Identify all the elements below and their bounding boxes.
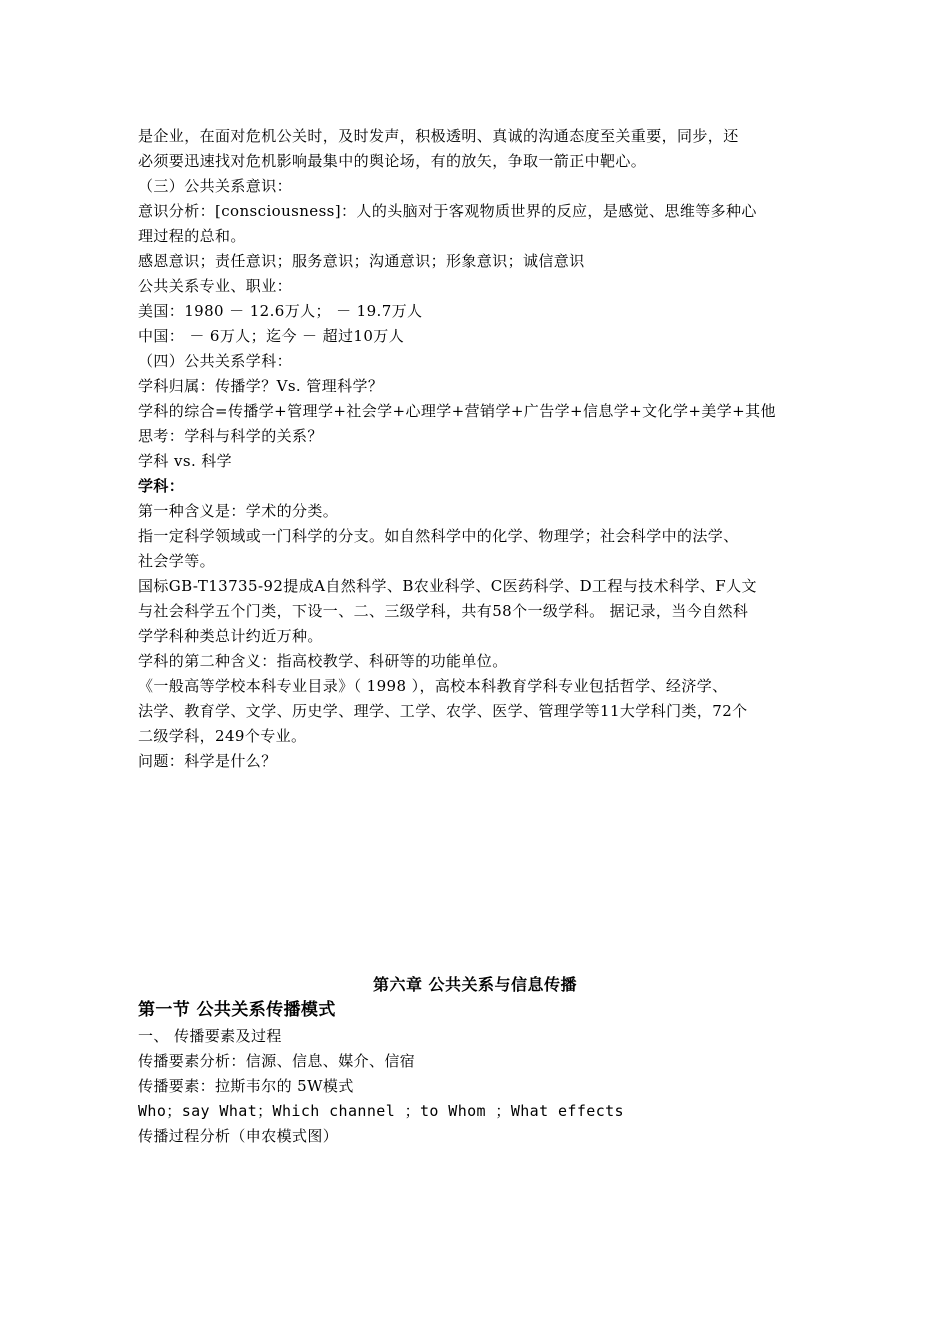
section-title: 第一节 公共关系传播模式	[138, 1000, 336, 1020]
paragraph-line: 第一种含义是：学术的分类。	[138, 502, 339, 520]
paragraph-line: 《一般高等学校本科专业目录》（ 1998 ），高校本科教育学科专业包括哲学、经济学、	[138, 677, 728, 695]
paragraph-line: 美国：1980 － 12.6万人； － 19.7万人	[138, 302, 423, 320]
paragraph-line: 公共关系专业、职业：	[138, 277, 293, 295]
paragraph-line: 学科归属：传播学？Vs. 管理科学？	[138, 377, 384, 395]
paragraph-line: 意识分析：[consciousness]：人的头脑对于客观物质世界的反应，是感觉、思维等多种心	[138, 202, 757, 220]
paragraph-line: 必须要迅速找对危机影响最集中的舆论场，有的放矢，争取一箭正中靶心。	[138, 152, 647, 170]
paragraph-line: 二级学科，249个专业。	[138, 727, 307, 745]
paragraph-line: 与社会科学五个门类，下设一、二、三级学科，共有58个一级学科。 据记录，当今自然科	[138, 602, 749, 620]
paragraph-line: 中国： － 6万人；迄今 － 超过10万人	[138, 327, 405, 345]
heading-consciousness: （三）公共关系意识：	[138, 177, 293, 195]
paragraph-line: 传播过程分析（申农模式图）	[138, 1127, 339, 1145]
paragraph-line: 问题：科学是什么？	[138, 752, 277, 770]
section-block	[138, 997, 838, 1149]
paragraph-line: 理过程的总和。	[138, 227, 246, 245]
heading-discipline: （四）公共关系学科：	[138, 352, 293, 370]
paragraph-line: 是企业，在面对危机公关时，及时发声，积极透明、真诚的沟通态度至关重要，同步，还	[138, 127, 739, 145]
paragraph-line: 传播要素：拉斯韦尔的 5W模式	[138, 1077, 354, 1095]
paragraph-line: 传播要素分析：信源、信息、媒介、信宿	[138, 1052, 416, 1070]
chapter-title: 第六章 公共关系与信息传播	[372, 975, 578, 994]
paragraph-line: 国标GB-T13735-92提成A自然科学、B农业科学、C医药科学、D工程与技术科学、F人文	[138, 577, 757, 595]
paragraph-line: 学科的第二种含义：指高校教学、科研等的功能单位。	[138, 652, 508, 670]
bold-term: 学科：	[138, 477, 185, 495]
paragraph-line: 学科的综合=传播学+管理学+社会学+心理学+营销学+广告学+信息学+文化学+美学+其他	[138, 402, 776, 420]
paragraph-line: 社会学等。	[138, 552, 216, 570]
paragraph-line: 学学科种类总计约近万种。	[138, 627, 323, 645]
paragraph-line: 学科 vs. 科学	[138, 452, 233, 470]
paragraph-line: 思考：学科与科学的关系？	[138, 427, 323, 445]
paragraph-line: 感恩意识；责任意识；服务意识；沟通意识；形象意识；诚信意识	[138, 252, 585, 270]
paragraph-line: 指一定科学领域或一门科学的分支。如自然科学中的化学、物理学；社会科学中的法学、	[138, 527, 739, 545]
paragraph-line: 法学、教育学、文学、历史学、理学、工学、农学、医学、管理学等11大学科门类，72个	[138, 702, 748, 720]
paragraph-line: 一、 传播要素及过程	[138, 1027, 282, 1045]
paragraph-line: Who；say What；Which channel ；to Whom ；What effects	[138, 1102, 624, 1120]
document-body	[138, 124, 838, 774]
